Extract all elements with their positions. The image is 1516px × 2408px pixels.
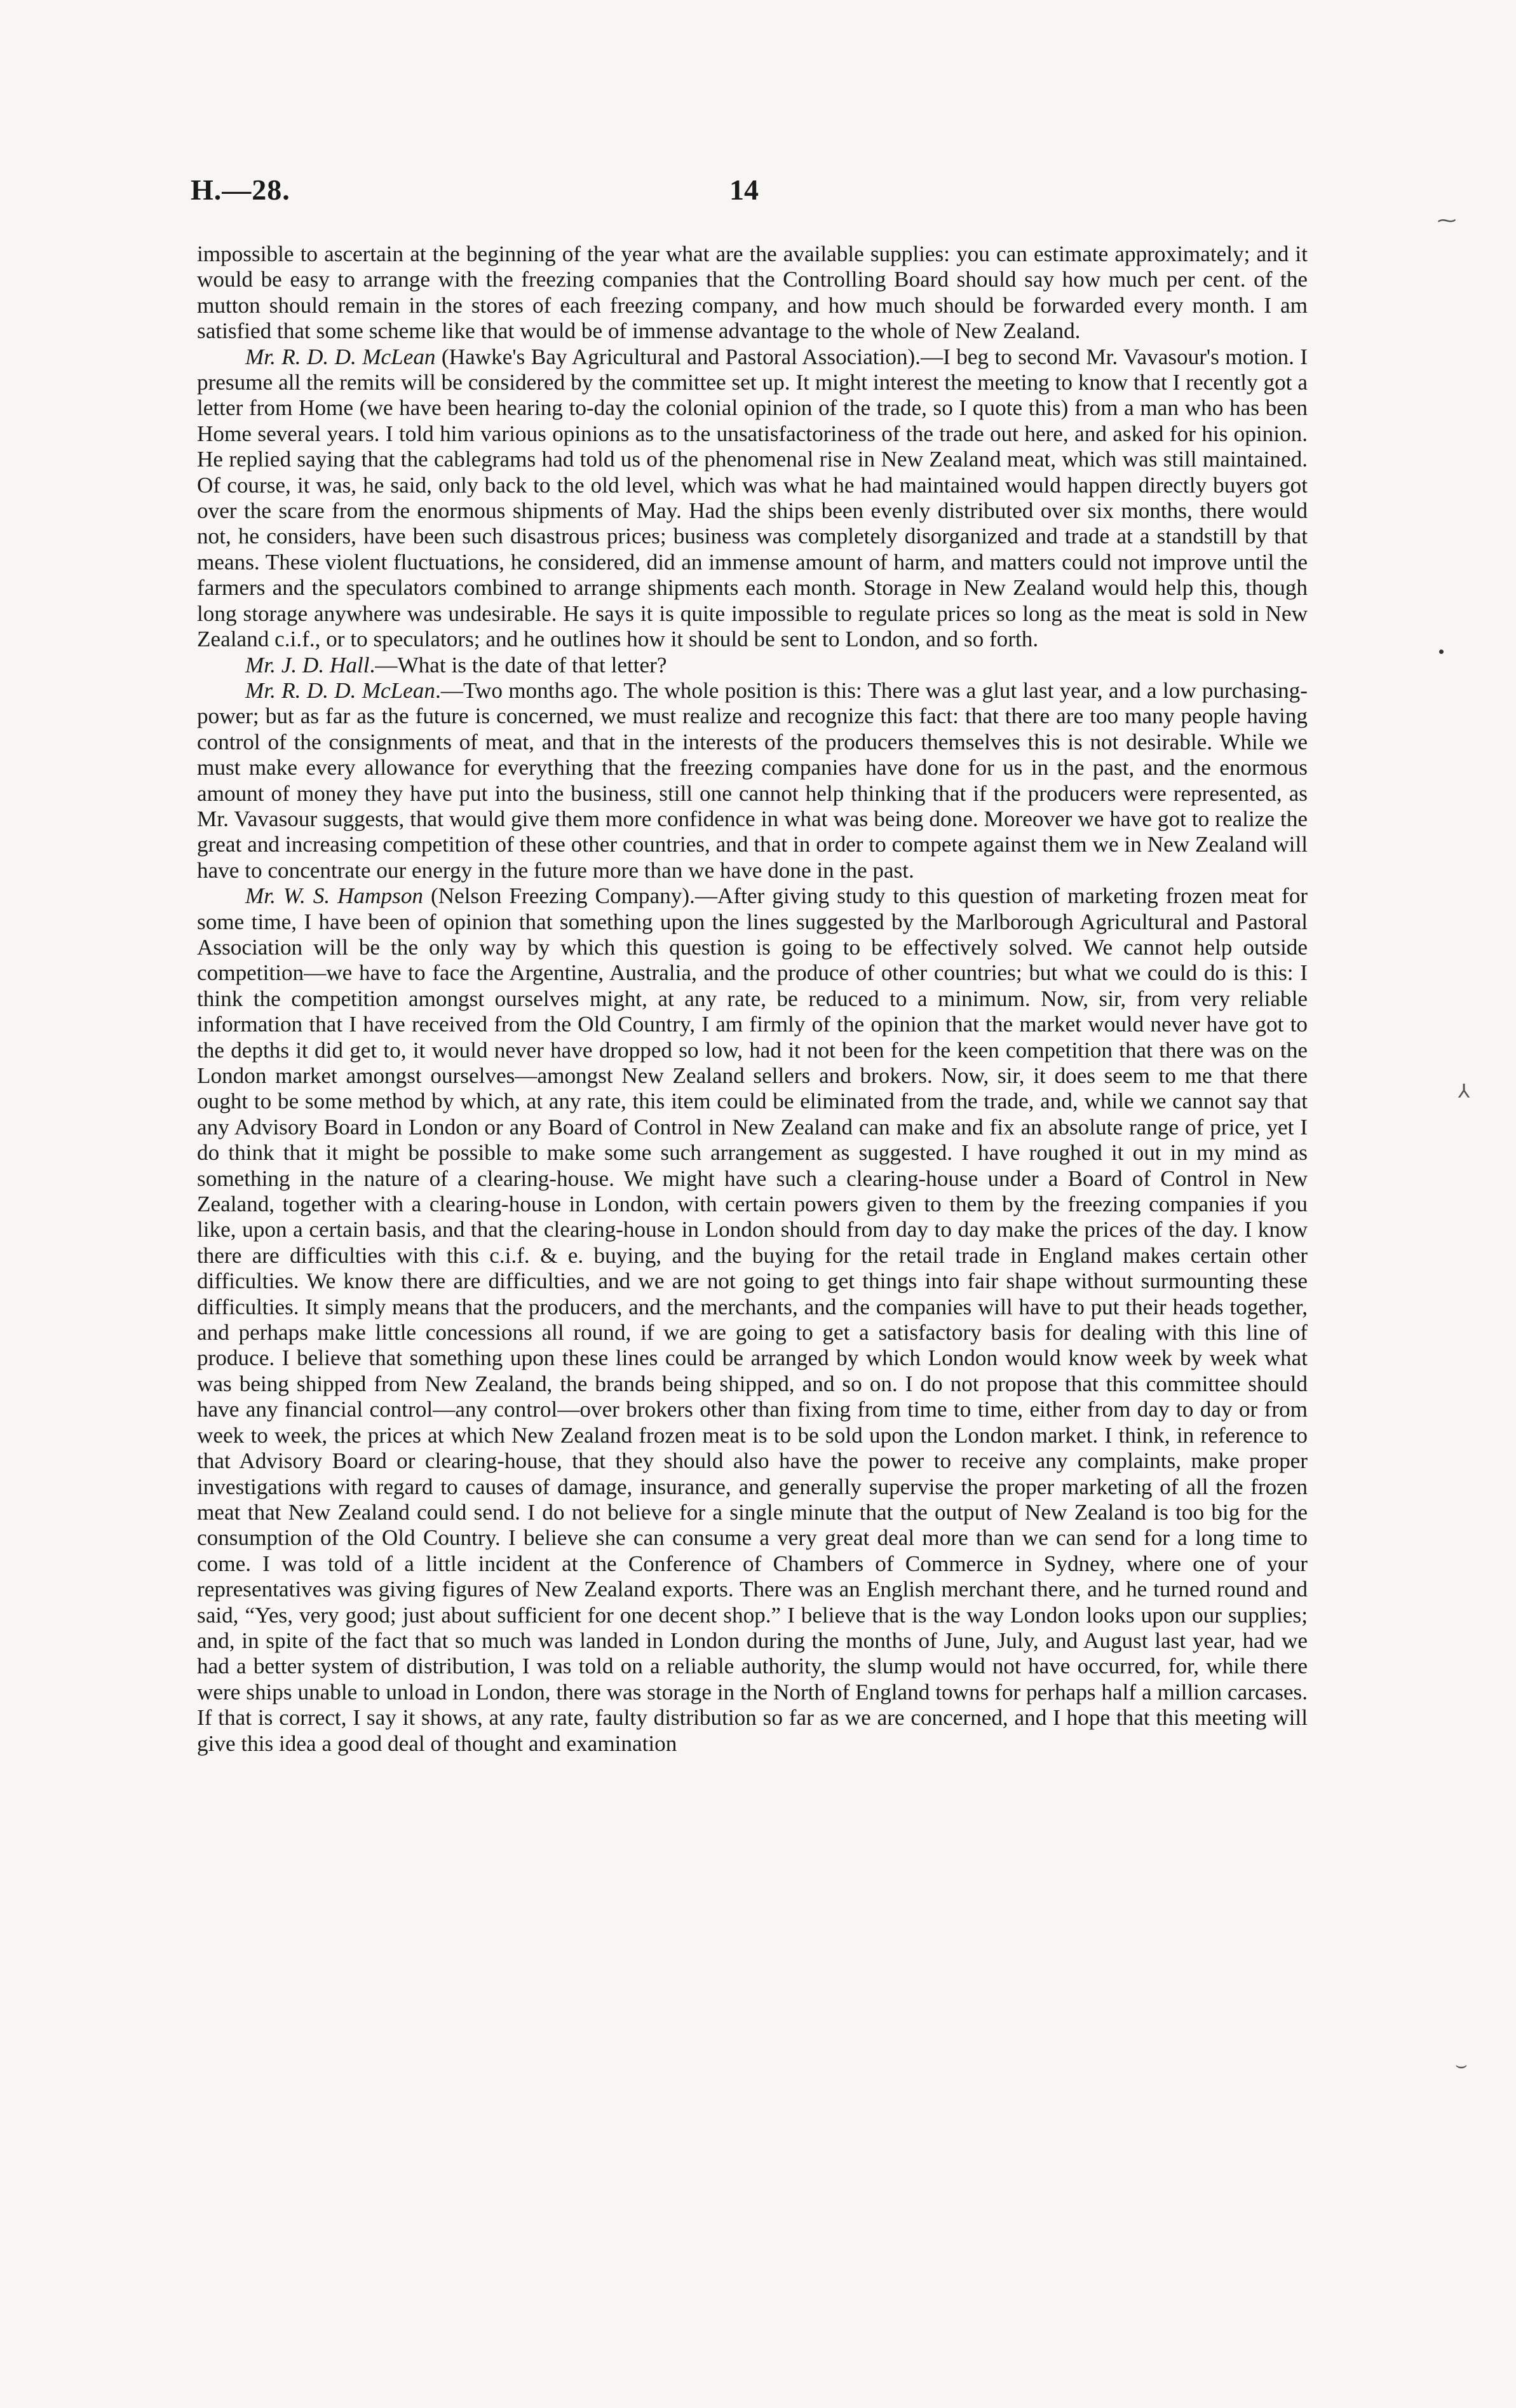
- margin-scratch-mark: ⌣: [1455, 2054, 1468, 2076]
- speaker-name: Mr. W. S. Hampson: [245, 883, 424, 909]
- speaker-name: Mr. J. D. Hall: [245, 652, 370, 677]
- paragraph: [197, 653, 1308, 678]
- page-header: [191, 173, 1303, 211]
- paragraph: [197, 883, 1308, 1757]
- speaker-name: Mr. R. D. D. McLean: [245, 677, 435, 703]
- paragraph-text: .—What is the date of that letter?: [369, 652, 667, 677]
- paragraph-text: .—Two months ago. The whole position is this: There was a glut last year, and a low purchasing-power; but as far as the future is concerned, we must realize and recognize this fact: that there are too many people having control of the consignments of meat, and that in the interests of the producers themselves this is not desirable. While we must make every allowance for everything that the freezing companies have done for us in the past, and the enormous amount of money they have put into the business, still one cannot help thinking that if the producers were represented, as Mr. Vavasour suggests, that would give them more confidence in what was being done. Moreover we have got to realize the great and increasing competition of these other countries, and that in order to compete against them we in New Zealand will have to concentrate our energy in the future more than we have done in the past.: [197, 677, 1308, 883]
- body-text: [197, 241, 1308, 1757]
- paragraph-text: (Nelson Freezing Company).—After giving study to this question of marketing frozen meat for some time, I have been of opinion that something upon the lines suggested by the Marlborough Agricultural and Pastoral Association will be the only way by which this question is going to be effectively solved. We cannot help outside competition—we have to face the Argentine, Australia, and the produce of other countries; but what we could do is this: I think the competition amongst ourselves might, at any rate, be reduced to a minimum. Now, sir, from very reliable information that I have received from the Old Country, I am firmly of the opinion that the market would never have got to the depths it did get to, it would never have dropped so low, had it not been for the keen competition that there was on the London market amongst ourselves—amongst New Zealand sellers and brokers. Now, sir, it does seem to me that there ought to be some method by which, at any rate, this item could be eliminated from the trade, and, while we cannot say that any Advisory Board in London or any Board of Control in New Zealand can make and fix an absolute range of price, yet I do think that it might be possible to make some such arrangement as suggested. I have roughed it out in my mind as something in the nature of a clearing-house. We might have such a clearing-house under a Board of Control in New Zealand, together with a clearing-house in London, with certain powers given to them by the freezing companies if you like, upon a certain basis, and that the clearing-house in London should from day to day make the prices of the day. I know there are difficulties with this c.i.f. & e. buying, and the buying for the retail trade in England makes certain other difficulties. We know there are difficulties, and we are not going to get things into fair shape without surmounting these difficulties. It simply means that the producers, and the merchants, and the companies will have to put their heads together, and perhaps make little concessions all round, if we are going to get a satisfactory basis for dealing with this line of produce. I believe that something upon these lines could be arranged by which London would know week by week what was being shipped from New Zealand, the brands being shipped, and so on. I do not propose that this committee should have any financial control—any control—over brokers other than fixing from time to time, either from day to day or from week to week, the prices at which New Zealand frozen meat is to be sold upon the London market. I think, in reference to that Advisory Board or clearing-house, that they should also have the power to receive any complaints, make proper investigations with regard to causes of damage, insurance, and generally supervise the proper marketing of all the frozen meat that New Zealand could send. I do not believe for a single minute that the output of New Zealand is too big for the consumption of the Old Country. I believe she can consume a very great deal more than we can send for a long time to come. I was told of a little incident at the Conference of Chambers of Commerce in Sydney, where one of your representatives was giving figures of New Zealand exports. There was an English merchant there, and he turned round and said, “Yes, very good; just about sufficient for one decent shop.” I believe that is the way London looks upon our supplies; and, in spite of the fact that so much was landed in London during the months of June, July, and August last year, had we had a better system of distribution, I was told on a reliable authority, the slump would not have occurred, for, while there were ships unable to unload in London, there was storage in the North of England towns for perhaps half a million carcases. If that is correct, I say it shows, at any rate, faulty distribution so far as we are concerned, and I hope that this meeting will give this idea a good deal of thought and examination: [197, 883, 1308, 1756]
- paragraph-text: impossible to ascertain at the beginning of the year what are the available supplies: you can estimate approximately; and it would be easy to arrange with the freezing companies that the Controlling Board should say how much per cent. of the mutton should remain in the stores of each freezing company, and how much should be forwarded every month. I am satisfied that some scheme like that would be of immense advantage to the whole of New Zealand.: [197, 241, 1308, 344]
- document-code: H.—28.: [191, 173, 290, 206]
- margin-scratch-mark: ⅄: [1458, 1080, 1470, 1103]
- margin-scratch-mark: ⁓: [1437, 210, 1456, 232]
- paragraph-text: (Hawke's Bay Agricultural and Pastoral Association).—I beg to second Mr. Vavasour's motion. I presume all the remits will be considered by the committee set up. It might interest the meeting to know that I recently got a letter from Home (we have been hearing to-day the colonial opinion of the trade, so I quote this) from a man who has been Home several years. I told him various opinions as to the unsatisfactoriness of the trade out here, and asked for his opinion. He replied saying that the cablegrams had told us of the phenomenal rise in New Zealand meat, which was still maintained. Of course, it was, he said, only back to the old level, which was what he had maintained would happen directly buyers got over the scare from the enormous shipments of May. Had the ships been evenly distributed over six months, there would not, he considers, have been such disastrous prices; business was completely disorganized and trade at a standstill by that means. These violent fluctuations, he considered, did an immense amount of harm, and matters could not improve until the farmers and the speculators combined to arrange shipments each month. Storage in New Zealand would help this, though long storage anywhere was undesirable. He says it is quite impossible to regulate prices so long as the meat is sold in New Zealand c.i.f., or to speculators; and he outlines how it should be sent to London, and so forth.: [197, 344, 1308, 652]
- paragraph: [197, 344, 1308, 653]
- page-number: 14: [729, 173, 759, 206]
- paragraph: [197, 678, 1308, 883]
- margin-dot: [1439, 650, 1444, 654]
- paragraph: [197, 241, 1308, 344]
- speaker-name: Mr. R. D. D. McLean: [245, 344, 436, 369]
